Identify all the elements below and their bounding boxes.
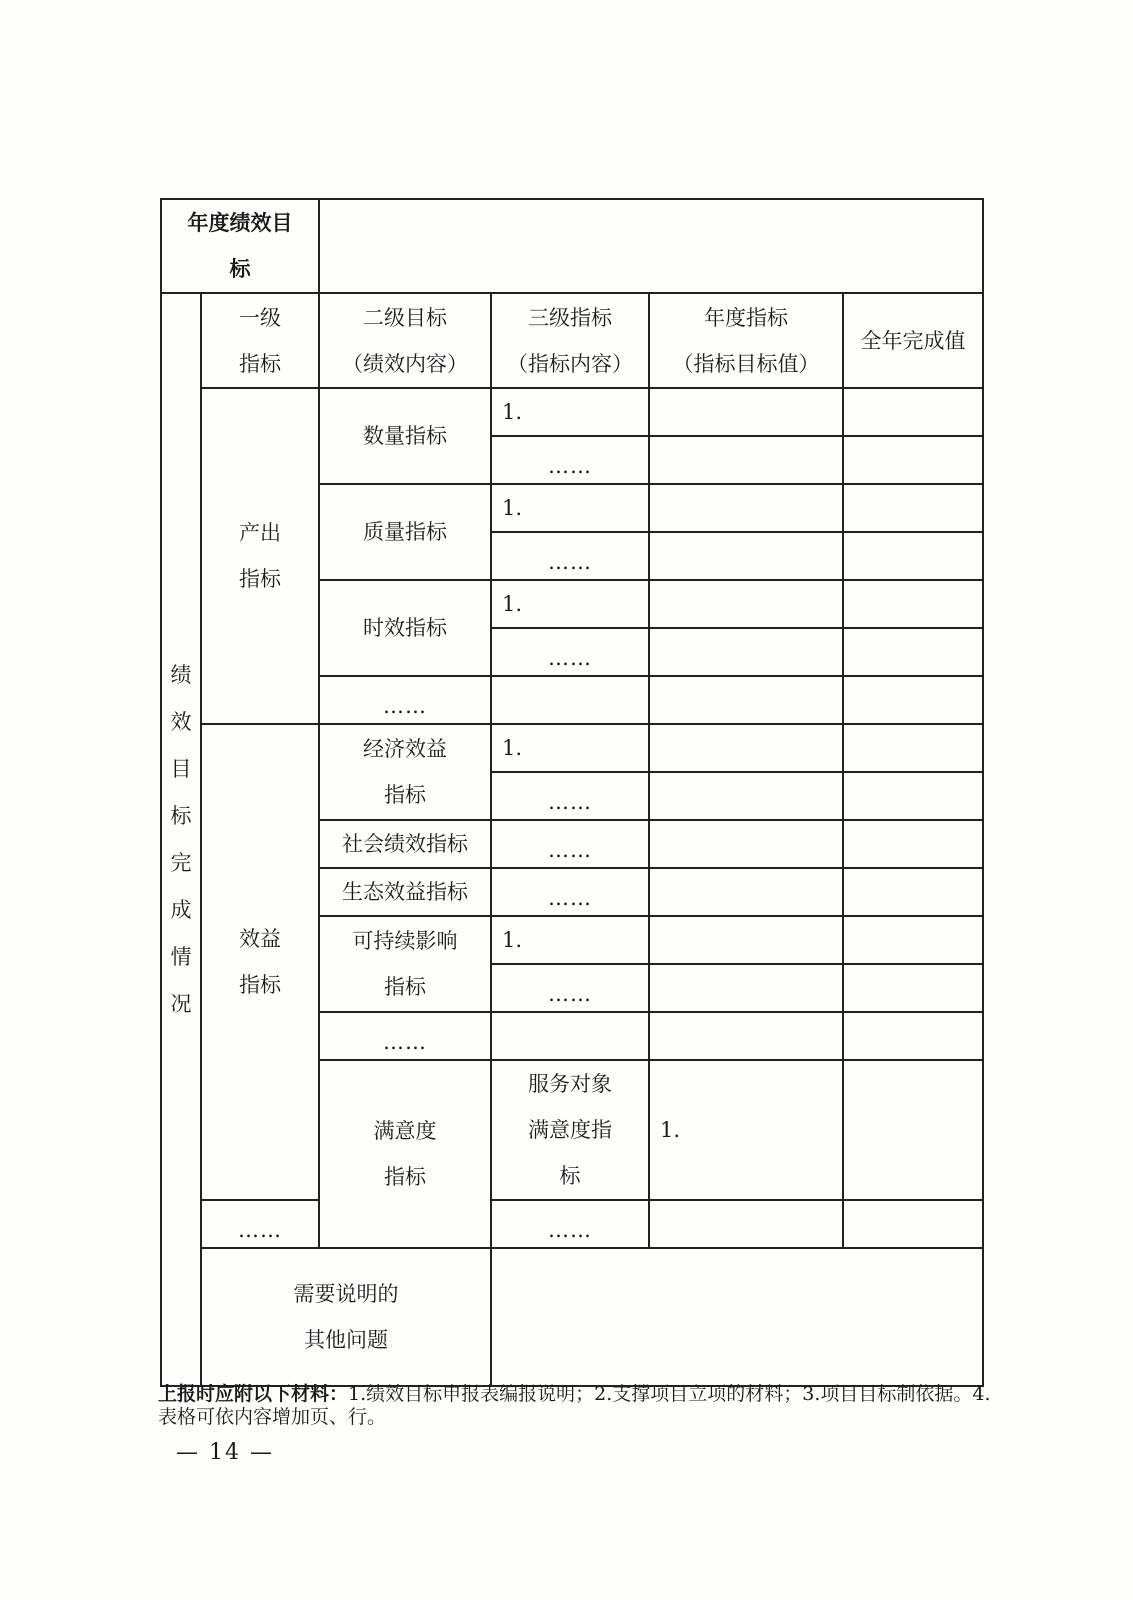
item-first[interactable]: 1. [649, 1060, 843, 1200]
group-benefit: 效益指标 [201, 724, 319, 1200]
side-label-goal-completion: 绩效目标完成情况 [161, 293, 201, 1386]
cell-annual[interactable] [649, 724, 843, 772]
cell-annual[interactable] [649, 1200, 843, 1248]
cell-level3[interactable] [491, 1012, 649, 1060]
cell-actual[interactable] [843, 532, 983, 580]
cell-actual[interactable] [843, 964, 983, 1012]
item-ellipsis[interactable]: …… [491, 772, 649, 820]
notes-value[interactable] [491, 1248, 983, 1386]
cell-actual[interactable] [843, 388, 983, 436]
item-first[interactable]: 1. [491, 916, 649, 964]
cell-annual[interactable] [649, 436, 843, 484]
item-ellipsis[interactable]: …… [491, 628, 649, 676]
cell-annual[interactable] [649, 820, 843, 868]
page-number: — 14 — [176, 1440, 274, 1465]
cell-actual[interactable] [843, 1012, 983, 1060]
cell-actual[interactable] [843, 724, 983, 772]
annual-goal-value[interactable] [319, 199, 983, 293]
group-satisfaction: 满意度指标 [319, 1060, 491, 1248]
sub-sustainable: 可持续影响指标 [319, 916, 491, 1012]
performance-table [160, 198, 984, 1387]
cell-actual[interactable] [843, 484, 983, 532]
cell-annual[interactable] [649, 676, 843, 724]
sub-ecological: 生态效益指标 [319, 868, 491, 916]
item-first[interactable]: 1. [491, 580, 649, 628]
item-ellipsis[interactable]: …… [491, 532, 649, 580]
footnote-body: 1.绩效目标申报表编报说明；2.支撑项目立项的材料；3.项目目标制依据。4.表格可依内容增加页、行。 [158, 1383, 991, 1428]
item-first[interactable]: 1. [491, 388, 649, 436]
item-ellipsis[interactable]: …… [491, 436, 649, 484]
sub-service: 服务对象满意度指标 [491, 1060, 649, 1200]
col-header-level2: 二级目标 （绩效内容） [319, 293, 491, 388]
col-header-level3: 三级指标 （指标内容） [491, 293, 649, 388]
cell-annual[interactable] [649, 916, 843, 964]
col-header-actual: 全年完成值 [843, 293, 983, 388]
cell-actual[interactable] [843, 580, 983, 628]
cell-actual[interactable] [843, 628, 983, 676]
footnote [158, 1383, 998, 1429]
cell-actual[interactable] [843, 676, 983, 724]
cell-annual[interactable] [649, 388, 843, 436]
cell-annual[interactable] [649, 772, 843, 820]
cell-annual[interactable] [649, 532, 843, 580]
sub-ellipsis: …… [319, 676, 491, 724]
cell-actual[interactable] [843, 772, 983, 820]
item-ellipsis[interactable]: …… [491, 868, 649, 916]
cell-annual[interactable] [649, 580, 843, 628]
col-header-annual-target: 年度指标 （指标目标值） [649, 293, 843, 388]
sub-social: 社会绩效指标 [319, 820, 491, 868]
cell-actual[interactable] [843, 1200, 983, 1248]
cell-annual[interactable] [649, 964, 843, 1012]
cell-level3[interactable] [491, 676, 649, 724]
item-ellipsis[interactable]: …… [491, 964, 649, 1012]
cell-actual[interactable] [843, 820, 983, 868]
item-first[interactable]: 1. [491, 484, 649, 532]
cell-annual[interactable] [649, 628, 843, 676]
sub-timeliness: 时效指标 [319, 580, 491, 676]
cell-actual[interactable] [843, 436, 983, 484]
sub-economic: 经济效益指标 [319, 724, 491, 820]
item-ellipsis[interactable]: …… [491, 1200, 649, 1248]
sub-quantity: 数量指标 [319, 388, 491, 484]
cell-annual[interactable] [843, 1060, 983, 1200]
notes-label: 需要说明的其他问题 [201, 1248, 491, 1386]
sub-ellipsis: …… [319, 1012, 491, 1060]
cell-annual[interactable] [649, 484, 843, 532]
annual-goal-label: 年度绩效目标 [161, 199, 319, 293]
cell-annual[interactable] [649, 1012, 843, 1060]
footnote-lead: 上报时应附以下材料： [158, 1383, 349, 1405]
item-first[interactable]: 1. [491, 724, 649, 772]
group-output: 产出指标 [201, 388, 319, 724]
col-header-level1: 一级指标 [201, 293, 319, 388]
cell-actual[interactable] [843, 916, 983, 964]
cell-annual[interactable] [649, 868, 843, 916]
item-ellipsis[interactable]: …… [491, 820, 649, 868]
sub-quality: 质量指标 [319, 484, 491, 580]
cell-actual[interactable] [843, 868, 983, 916]
sub-ellipsis: …… [201, 1200, 319, 1248]
